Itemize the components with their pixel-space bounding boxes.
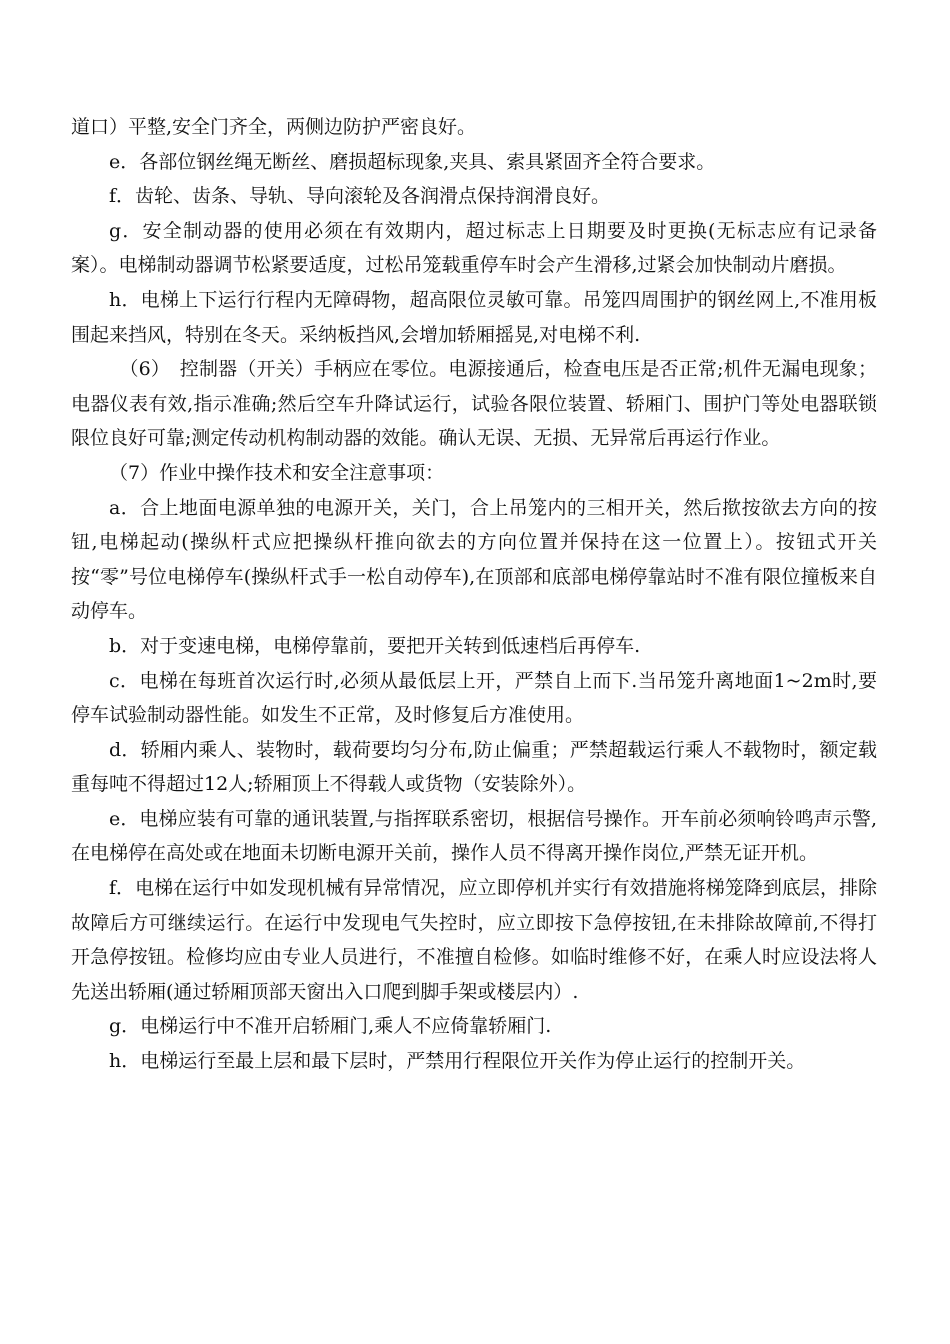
paragraph-item-f: f．齿轮、齿条、导轨、导向滚轮及各润滑点保持润滑良好。 — [109, 185, 611, 208]
paragraph-continuation: 道口）平整,安全门齐全，两侧边防护严密良好。 — [71, 116, 477, 138]
paragraph-op-b: b．对于变速电梯，电梯停靠前，要把开关转到低速档后再停车. — [109, 634, 641, 657]
paragraph-item-e: e．各部位钢丝绳无断丝、磨损超标现象,夹具、索具紧固齐全符合要求。 — [109, 150, 716, 173]
paragraph-op-e: e．电梯应装有可靠的通讯装置,与指挥联系密切，根据信号操作。开车前必须响铃鸣声示警,在电梯停在高处或在地面未切断电源开关前，操作人员不得离开操作岗位,严禁无证开机。 — [71, 807, 877, 865]
paragraph-op-c: c．电梯在每班首次运行时,必须从最低层上开，严禁自上而下.当吊笼升离地面1~2m时,要停车试验制动器性能。如发生不正常，及时修复后方准使用。 — [71, 669, 877, 727]
document-body — [71, 110, 877, 1079]
paragraph-section-6: （6） 控制器（开关）手柄应在零位。电源接通后，检查电压是否正常;机件无漏电现象；电器仪表有效,指示准确;然后空车升降试运行，试验各限位装置、轿厢门、围护门等处电器联锁限位良好可靠;测定传动机构制动器的效能。确认无误、无损、无异常后再运行作业。 — [71, 358, 877, 450]
paragraph-op-a: a．合上地面电源单独的电源开关，关门，合上吊笼内的三相开关，然后揿按欲去方向的按钮,电梯起动(操纵杆式应把操纵杆推向欲去的方向位置并保持在这一位置上）。按钮式开关按“零”号位电梯停车(操纵杆式手一松自动停车),在顶部和底部电梯停靠站时不准有限位撞板来自动停车。 — [71, 496, 877, 623]
paragraph-op-g: g．电梯运行中不准开启轿厢门,乘人不应倚靠轿厢门. — [109, 1015, 552, 1038]
paragraph-section-7-heading: （7）作业中操作技术和安全注意事项： — [109, 461, 445, 484]
paragraph-op-h: h．电梯运行至最上层和最下层时，严禁用行程限位开关作为停止运行的控制开关。 — [109, 1050, 806, 1073]
paragraph-item-g: g．安全制动器的使用必须在有效期内，超过标志上日期要及时更换(无标志应有记录备案）。电梯制动器调节松紧要适度，过松吊笼载重停车时会产生滑移,过紧会加快制动片磨损。 — [71, 219, 877, 277]
paragraph-item-h: h．电梯上下运行行程内无障碍物，超高限位灵敏可靠。吊笼四周围护的钢丝网上,不准用板围起来挡风，特别在冬天。采纳板挡风,会增加轿厢摇晃,对电梯不利. — [71, 288, 877, 346]
paragraph-op-f: f．电梯在运行中如发现机械有异常情况，应立即停机并实行有效措施将梯笼降到底层，排除故障后方可继续运行。在运行中发现电气失控时，应立即按下急停按钮,在未排除故障前,不得打开急停按钮。检修均应由专业人员进行，不准擅自检修。如临时维修不好，在乘人时应设法将人先送出轿厢(通过轿厢顶部天窗出入口爬到脚手架或楼层内）. — [71, 877, 877, 1003]
paragraph-op-d: d．轿厢内乘人、装物时，载荷要均匀分布,防止偏重；严禁超载运行乘人不载物时，额定载重每吨不得超过12人;轿厢顶上不得载人或货物（安装除外）。 — [71, 738, 877, 796]
